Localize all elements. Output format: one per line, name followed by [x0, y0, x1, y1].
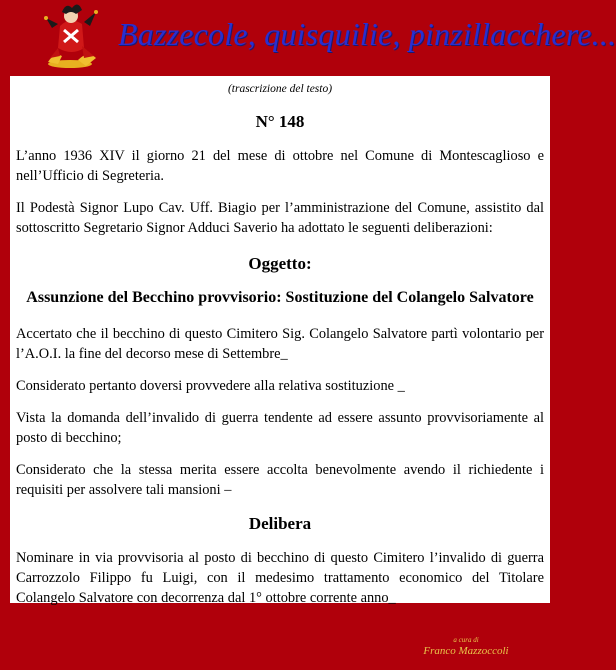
jester-logo-icon[interactable]: [38, 2, 102, 70]
intro-paragraph: Il Podestà Signor Lupo Cav. Uff. Biagio per l’amministrazione del Comune, assistito dal sottoscritto Segretario Signor Adduci Saverio ha adottato le seguenti deliberazioni:: [16, 200, 544, 236]
author-signature: [418, 636, 514, 666]
intro-paragraph: L’anno 1936 XIV il giorno 21 del mese di ottobre nel Comune di Montescaglioso e nell’Ufficio di Segreteria.: [16, 148, 544, 184]
signature-name: Franco Mazzoccoli: [423, 645, 509, 657]
site-header: [0, 0, 616, 74]
site-title: Bazzecole, quisquilie, pinzillacchere...: [118, 16, 616, 52]
subject-heading: Assunzione del Becchino provvisorio: Sostituzione del Colangelo Salvatore: [26, 289, 534, 306]
heading-delibera: Delibera: [248, 514, 312, 533]
consideration-paragraph: Vista la domanda dell’invalido di guerra tendente ad essere assunto provvisoriamente al posto di becchino;: [16, 410, 544, 446]
heading-oggetto: Oggetto:: [248, 254, 312, 273]
decision-paragraph: Nominare in via provvisoria al posto di becchino di questo Cimitero l’invalido di guerra Carrozzolo Filippo fu Luigi, con il medesimo trattamento economico del Titolare Colangelo Salvatore con decorrenza dal 1° ottobre corrente anno_: [16, 550, 544, 606]
document-number: N° 148: [255, 112, 305, 131]
signature-credit: a cura di: [453, 636, 479, 644]
document-subtitle: (trascrizione del testo): [227, 83, 333, 95]
consideration-paragraph: Considerato pertanto doversi provvedere alla relativa sostituzione _: [16, 378, 405, 394]
document-page: [10, 76, 550, 606]
consideration-paragraph: Considerato che la stessa merita essere accolta benevolmente avendo il richiedente i requisiti per assolvere tali mansioni –: [16, 462, 544, 498]
consideration-paragraph: Accertato che il becchino di questo Cimitero Sig. Colangelo Salvatore partì volontario per l’A.O.I. la fine del decorso mese di Settembre_: [16, 326, 544, 362]
